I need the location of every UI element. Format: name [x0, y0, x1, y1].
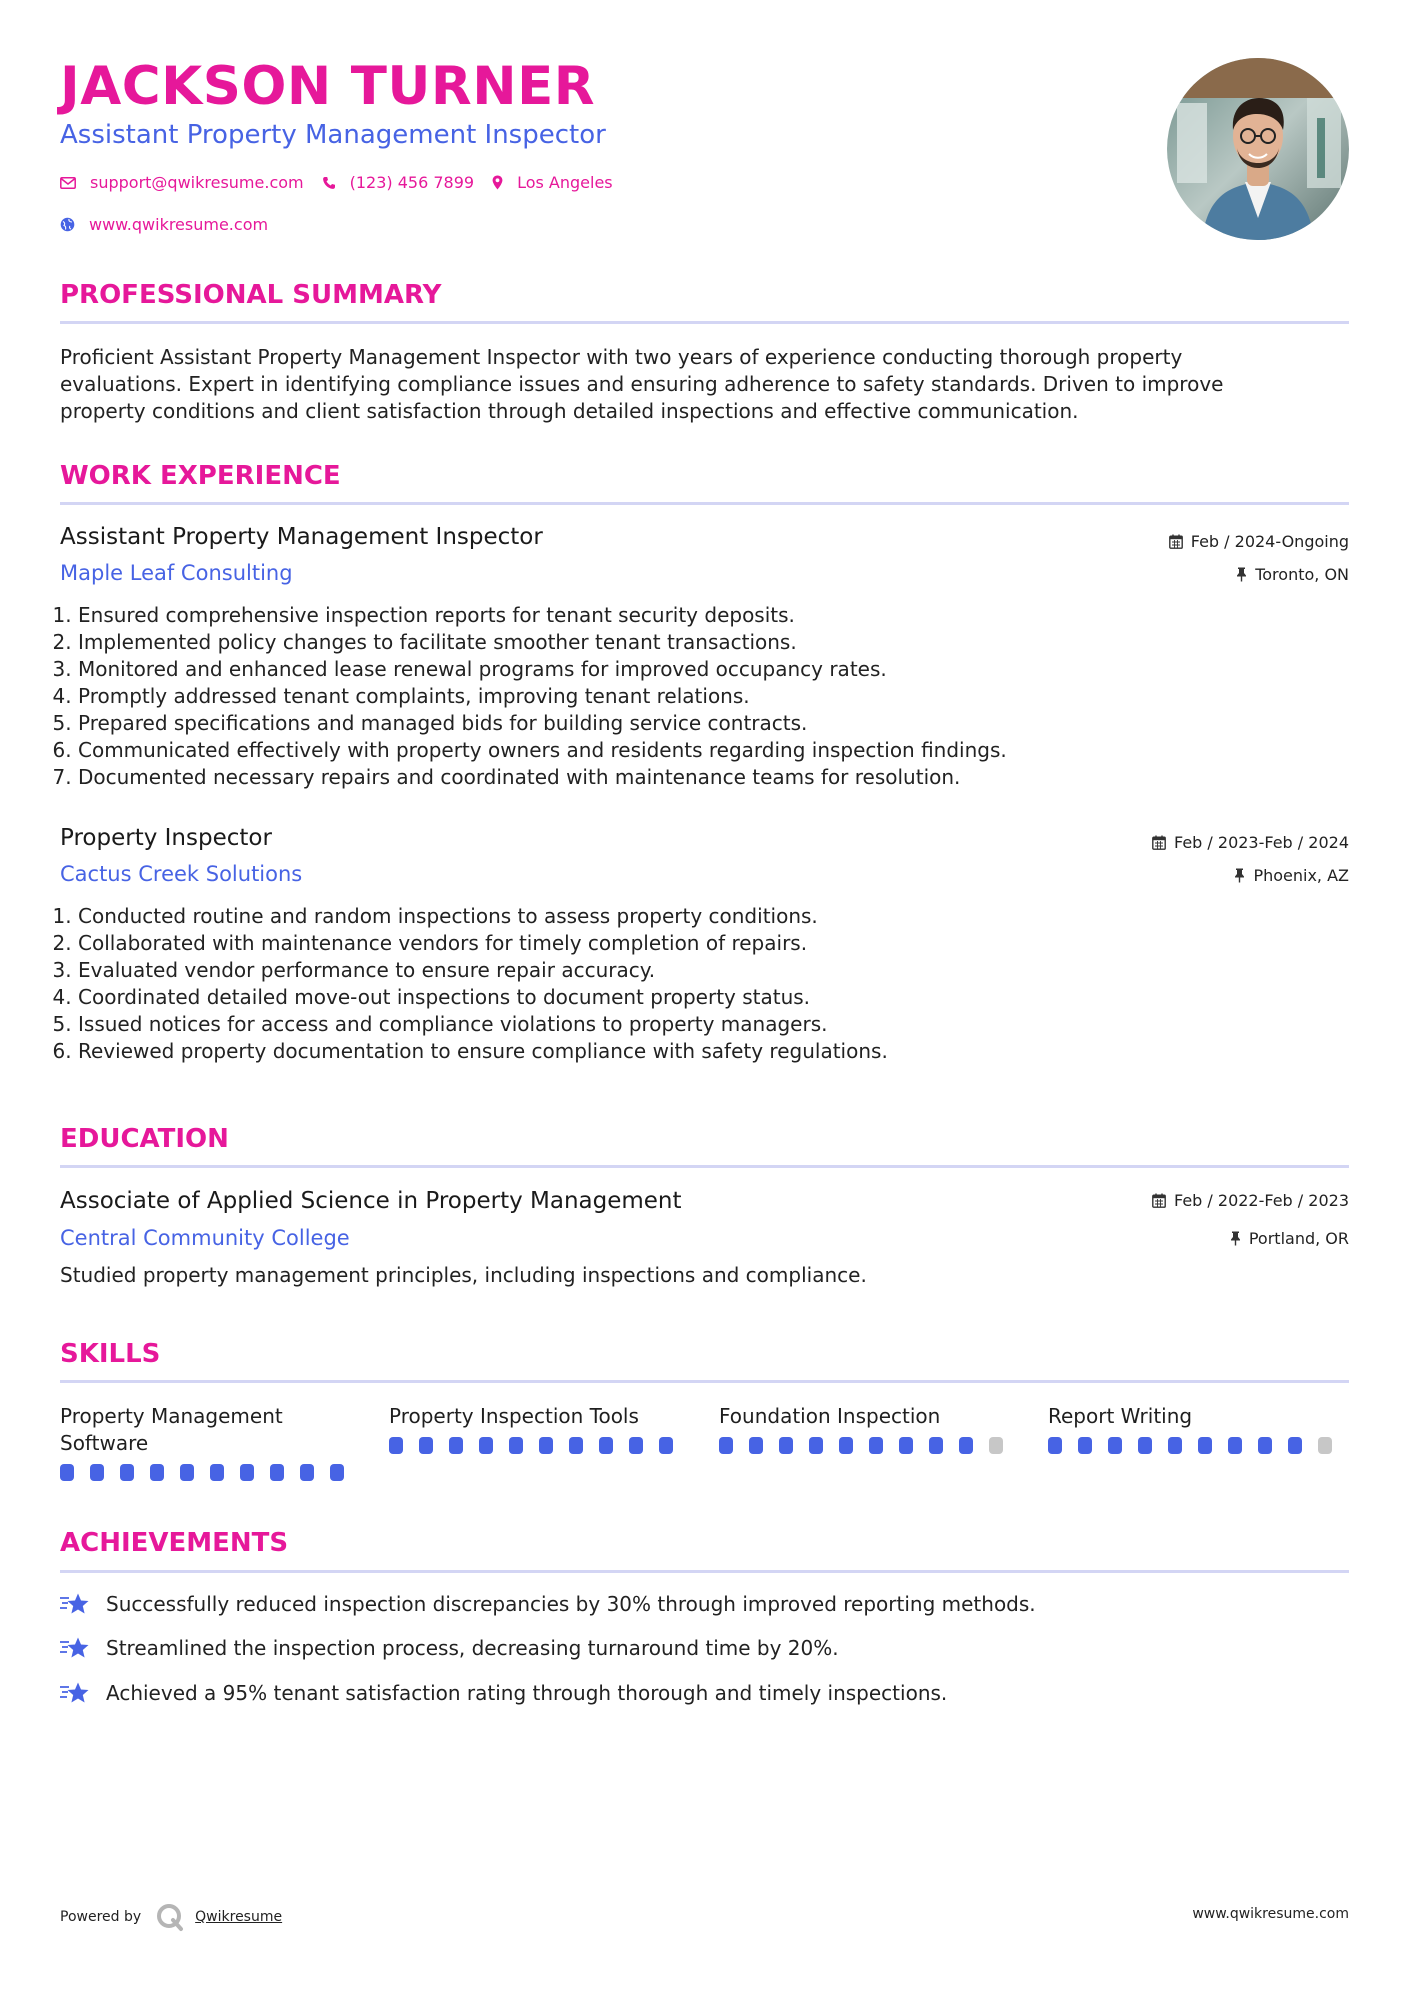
skill-rating-dot [629, 1437, 643, 1454]
list-item: 3. Evaluated vendor performance to ensure repair accuracy. [78, 957, 1318, 984]
skill-rating [719, 1437, 1019, 1454]
list-item: 1. Conducted routine and random inspections to assess property conditions. [78, 903, 1318, 930]
skills-grid [60, 1403, 1349, 1493]
skill-item [60, 1403, 360, 1481]
skill-rating-dot [120, 1464, 134, 1481]
skill-rating-dot [1168, 1437, 1182, 1454]
skill-rating-dot [899, 1437, 913, 1454]
company-name: Cactus Creek Solutions [60, 862, 303, 886]
skill-rating [1048, 1437, 1348, 1454]
achievement-text: Successfully reduced inspection discrepancies by 30% through improved reporting methods. [106, 1592, 1036, 1616]
skill-rating-dot [1108, 1437, 1122, 1454]
calendar-icon [1152, 1193, 1166, 1208]
achievement-item [60, 1681, 947, 1705]
phone-icon [322, 176, 336, 190]
summary-divider [60, 321, 1349, 324]
skill-rating-dot [180, 1464, 194, 1481]
school-name: Central Community College [60, 1226, 350, 1250]
star-icon [60, 1681, 92, 1705]
education-divider [60, 1165, 1349, 1168]
skill-rating-dot [719, 1437, 733, 1454]
list-item: 1. Ensured comprehensive inspection reports for tenant security deposits. [78, 602, 1318, 629]
star-icon [60, 1636, 92, 1660]
skill-item [1048, 1403, 1348, 1454]
pushpin-icon [1230, 1231, 1241, 1246]
skill-rating-dot [240, 1464, 254, 1481]
skill-rating [60, 1464, 360, 1481]
phone-number[interactable]: (123) 456 7899 [349, 173, 475, 192]
job-title: Property Inspector [60, 825, 272, 851]
achievement-text: Streamlined the inspection process, decreasing turnaround time by 20%. [106, 1636, 839, 1660]
education-dates-text: Feb / 2022-Feb / 2023 [1174, 1191, 1349, 1210]
skill-name: Property Management Software [60, 1404, 283, 1455]
website-row [60, 215, 268, 234]
location-text: Los Angeles [517, 173, 613, 192]
skill-rating-dot [539, 1437, 553, 1454]
company-name: Maple Leaf Consulting [60, 561, 293, 585]
job-dates-text: Feb / 2023-Feb / 2024 [1174, 833, 1349, 852]
degree-title: Associate of Applied Science in Property Management [60, 1188, 682, 1214]
job-duties-list [60, 602, 1318, 791]
list-item: 6. Reviewed property documentation to ensure compliance with safety regulations. [78, 1038, 1318, 1065]
job-location-text: Phoenix, AZ [1253, 866, 1349, 885]
skill-rating [389, 1437, 689, 1454]
skill-rating-dot [509, 1437, 523, 1454]
education-location-text: Portland, OR [1248, 1229, 1349, 1248]
list-item: 4. Coordinated detailed move-out inspections to document property status. [78, 984, 1318, 1011]
skill-rating-dot [1198, 1437, 1212, 1454]
skill-rating-dot [1288, 1437, 1302, 1454]
calendar-icon [1152, 835, 1166, 850]
list-item: 2. Collaborated with maintenance vendors for timely completion of repairs. [78, 930, 1318, 957]
summary-text: Proficient Assistant Property Management Inspector with two years of experience conducting thorough property evaluations. Expert in identifying compliance issues and ensuring adherence to safety standards. Driven to improve property conditions and client satisfaction through detailed inspections and effective communication. [60, 345, 1224, 423]
skill-name: Foundation Inspection [719, 1404, 941, 1428]
skill-rating-dot [839, 1437, 853, 1454]
skill-name: Property Inspection Tools [389, 1404, 639, 1428]
mail-icon [60, 177, 76, 189]
skill-rating-dot [449, 1437, 463, 1454]
list-item: 3. Monitored and enhanced lease renewal programs for improved occupancy rates. [78, 656, 1318, 683]
job-dates [1152, 833, 1349, 852]
summary-heading: PROFESSIONAL SUMMARY [60, 280, 442, 310]
footer-branding [60, 1902, 282, 1932]
skill-rating-dot [749, 1437, 763, 1454]
job-location-text: Toronto, ON [1255, 565, 1349, 584]
skill-rating-dot [599, 1437, 613, 1454]
powered-by-label: Powered by [60, 1909, 142, 1925]
job-title: Assistant Property Management Inspector [60, 524, 543, 550]
job-dates-text: Feb / 2024-Ongoing [1190, 532, 1349, 551]
qwikresume-logo-icon [155, 1902, 185, 1932]
education-dates [1152, 1191, 1349, 1210]
skill-rating-dot [150, 1464, 164, 1481]
skill-rating-dot [1258, 1437, 1272, 1454]
email-link[interactable]: support@qwikresume.com [90, 173, 304, 192]
skill-rating-dot [90, 1464, 104, 1481]
skill-rating-dot [659, 1437, 673, 1454]
skill-rating-dot [1138, 1437, 1152, 1454]
skill-rating-dot [1228, 1437, 1242, 1454]
job-location [1234, 866, 1349, 885]
experience-heading: WORK EXPERIENCE [60, 461, 341, 491]
skill-rating-dot [300, 1464, 314, 1481]
footer-website[interactable]: www.qwikresume.com [1192, 1906, 1349, 1922]
pushpin-icon [1234, 868, 1245, 883]
list-item: 5. Prepared specifications and managed bids for building service contracts. [78, 710, 1318, 737]
skill-rating-dot [389, 1437, 403, 1454]
profile-photo [1167, 58, 1349, 240]
candidate-name: JACKSON TURNER [60, 56, 596, 117]
achievement-item [60, 1636, 839, 1660]
skill-name: Report Writing [1048, 1404, 1193, 1428]
list-item: 4. Promptly addressed tenant complaints, improving tenant relations. [78, 683, 1318, 710]
location-pin-icon [492, 175, 503, 190]
skill-item [719, 1403, 1019, 1454]
skill-rating-dot [330, 1464, 344, 1481]
skill-item [389, 1403, 689, 1454]
job-duties-list [60, 903, 1318, 1065]
list-item: 2. Implemented policy changes to facilitate smoother tenant transactions. [78, 629, 1318, 656]
candidate-title: Assistant Property Management Inspector [60, 120, 606, 150]
contact-row [60, 173, 613, 192]
skill-rating-dot [809, 1437, 823, 1454]
skill-rating-dot [929, 1437, 943, 1454]
skill-rating-dot [419, 1437, 433, 1454]
skill-rating-dot [1048, 1437, 1062, 1454]
list-item: 5. Issued notices for access and compliance violations to property managers. [78, 1011, 1318, 1038]
star-icon [60, 1592, 92, 1616]
skill-rating-dot [60, 1464, 74, 1481]
skill-rating-dot [1078, 1437, 1092, 1454]
skill-rating-dot [479, 1437, 493, 1454]
job-location [1236, 565, 1349, 584]
achievements-divider [60, 1570, 1349, 1573]
globe-icon [60, 217, 75, 232]
education-description: Studied property management principles, including inspections and compliance. [60, 1263, 867, 1287]
website-link[interactable]: www.qwikresume.com [89, 215, 269, 234]
skill-rating-dot [869, 1437, 883, 1454]
skills-divider [60, 1380, 1349, 1383]
list-item: 6. Communicated effectively with property owners and residents regarding inspection findings. [78, 737, 1318, 764]
achievement-item [60, 1592, 1036, 1616]
skill-rating-dot [959, 1437, 973, 1454]
list-item: 7. Documented necessary repairs and coordinated with maintenance teams for resolution. [78, 764, 1318, 791]
achievements-heading: ACHIEVEMENTS [60, 1528, 289, 1558]
skills-heading: SKILLS [60, 1339, 161, 1369]
skill-rating-dot [1318, 1437, 1332, 1454]
job-dates [1169, 532, 1349, 551]
skill-rating-dot [210, 1464, 224, 1481]
experience-divider [60, 502, 1349, 505]
education-heading: EDUCATION [60, 1124, 229, 1154]
skill-rating-dot [270, 1464, 284, 1481]
pushpin-icon [1236, 567, 1247, 582]
calendar-icon [1169, 534, 1183, 549]
skill-rating-dot [569, 1437, 583, 1454]
skill-rating-dot [989, 1437, 1003, 1454]
skill-rating-dot [779, 1437, 793, 1454]
qwikresume-link[interactable]: Qwikresume [195, 1909, 283, 1925]
achievement-text: Achieved a 95% tenant satisfaction rating through thorough and timely inspections. [106, 1681, 948, 1705]
education-location [1230, 1229, 1349, 1248]
